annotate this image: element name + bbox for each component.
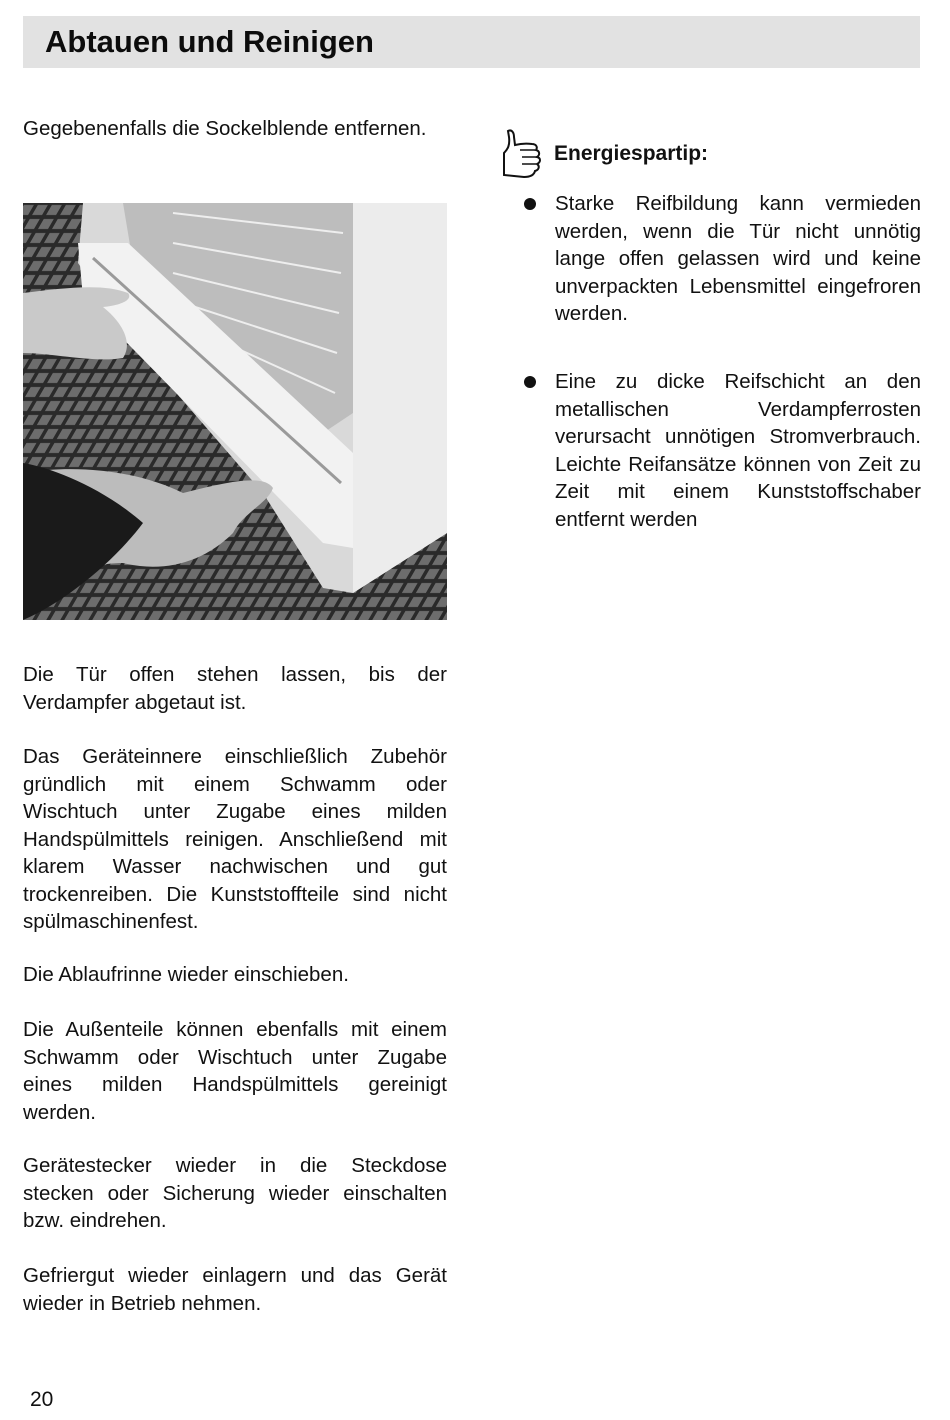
paragraph-3: Die Ablaufrinne wieder einschieben. <box>23 963 349 986</box>
intro-text: Gegebenenfalls die Sockelblende entfernen. <box>23 117 427 140</box>
bullet-dot <box>524 376 536 388</box>
tip-bullet-2 <box>555 368 921 533</box>
tip-bullet-text: Eine zu dicke Reifschicht an den metallischen Verdampferrosten verursacht unnötigen Stromverbrauch. Leichte Reifansätze können von Zeit zu Zeit mit einem Kunststoffschaber entfernt werden <box>555 370 921 531</box>
paragraph-4: Die Außenteile können ebenfalls mit einem Schwamm oder Wischtuch unter Zugabe eines milden Handspülmittels gereinigt werden. <box>23 1018 447 1124</box>
thumbs-up-icon <box>500 127 546 181</box>
energy-tip <box>500 124 922 531</box>
plinth-removal-photo <box>23 203 447 620</box>
tip-bullet-text: Starke Reifbildung kann vermieden werden, wenn die Tür nicht unnötig lange offen gelassen wird und keine unverpackten Lebensmittel eingefroren werden. <box>555 192 921 325</box>
tip-bullet-1 <box>555 190 921 328</box>
page-number: 20 <box>30 1388 54 1411</box>
paragraph-2: Das Geräteinnere einschließlich Zubehör gründlich mit einem Schwamm oder Wischtuch unter Zugabe eines milden Handspülmittels reinigen. Anschließend mit klarem Wasser nachwischen und gut trockenreiben. Die Kunststoffteile sind nicht spülmaschinenfest. <box>23 745 447 933</box>
paragraph-1: Die Tür offen stehen lassen, bis der Verdampfer abgetaut ist. <box>23 663 447 714</box>
tip-title: Energiespartip: <box>554 142 709 165</box>
paragraph-6: Gefriergut wieder einlagern und das Gerät wieder in Betrieb nehmen. <box>23 1264 447 1315</box>
title-bar <box>23 16 920 68</box>
bullet-dot <box>524 198 536 210</box>
page-title: Abtauen und Reinigen <box>45 24 374 59</box>
paragraph-5: Gerätestecker wieder in die Steckdose stecken oder Sicherung wieder einschalten bzw. eindrehen. <box>23 1154 447 1232</box>
